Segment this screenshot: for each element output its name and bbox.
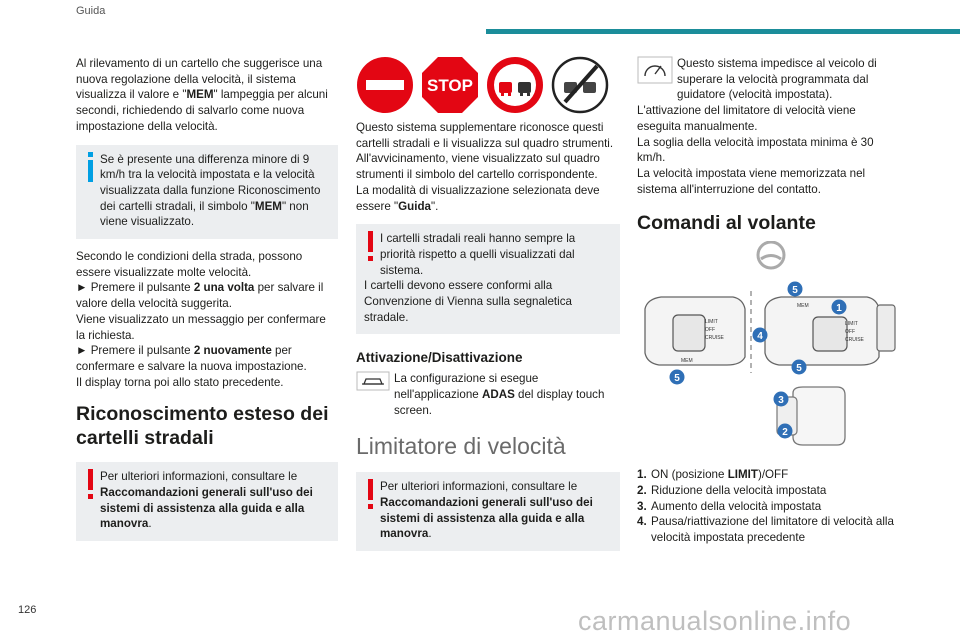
- paragraph: Al rilevamento di un cartello che suggerisce una nuova regolazione della velocità, il sistema visualizza il valore e "MEM" lampeggia per alcuni secondi, richiedendo di salvarlo come nuova impostazione della velocità.: [76, 57, 328, 133]
- info-box: Se è presente una differenza minore di 9 km/h tra la velocità impostata e la velocità visualizzata dalla funzione Riconoscimento dei cartelli stradali, il simbolo "MEM" non viene visualizzato.: [76, 145, 338, 240]
- paragraph: La modalità di visualizzazione selezionata deve essere "Guida".: [356, 183, 600, 213]
- svg-text:MEM: MEM: [681, 358, 693, 365]
- paragraph: Questo sistema supplementare riconosce questi cartelli stradali e li visualizza sul quadro strumenti.: [356, 121, 614, 150]
- stop-sign-text: STOP: [427, 76, 473, 95]
- callout-1: [832, 300, 847, 315]
- paragraph: Il display torna poi allo stato precedente.: [76, 375, 284, 389]
- paragraph: ► Premere il pulsante 2 nuovamente per confermare e salvare la nuova impostazione.: [76, 344, 307, 373]
- subsection-heading: Attivazione/Disattivazione: [356, 350, 523, 366]
- svg-text:MEM: MEM: [797, 303, 809, 310]
- callout-4: [753, 328, 768, 343]
- paragraph: La soglia della velocità impostata minima è 30 km/h.: [637, 135, 874, 165]
- svg-text:OFF: OFF: [705, 327, 715, 334]
- svg-text:LIMIT: LIMIT: [705, 319, 718, 326]
- info-icon: [84, 152, 98, 184]
- svg-text:OFF: OFF: [845, 329, 855, 336]
- svg-text:1: 1: [836, 303, 842, 315]
- watermark: carmanualsonline.info: [578, 606, 852, 636]
- warning-icon: [364, 231, 378, 263]
- column-3: [637, 56, 899, 546]
- column-1: [76, 56, 338, 541]
- warning-box: Per ulteriori informazioni, consultare le Raccomandazioni generali sull'uso dei sistemi di assistenza alla guida e alla manovra.: [356, 472, 620, 551]
- callout-5-right: [792, 360, 807, 375]
- warning-box: Per ulteriori informazioni, consultare le Raccomandazioni generali sull'uso dei sistemi di assistenza alla guida e alla manovra.: [76, 462, 338, 541]
- car-icon: [356, 371, 390, 391]
- no-entry-sign-icon: [356, 56, 414, 114]
- limiter-paragraph: Questo sistema impedisce al veicolo di superare la velocità programmata dal guidatore (velocità impostata).: [637, 56, 899, 103]
- paragraph: All'avvicinamento, viene visualizzato sul quadro strumenti il simbolo del cartello corrispondente.: [356, 152, 600, 182]
- svg-text:LIMIT: LIMIT: [845, 321, 858, 328]
- header-accent-bar: [486, 29, 960, 34]
- right-control-panel: [765, 297, 895, 365]
- warning-box: I cartelli stradali reali hanno sempre la priorità rispetto a quelli visualizzati dal sistema. I cartelli devono essere conformi alla Convenzione di Vienna sulla segnaletica stradale.: [356, 224, 620, 334]
- road-signs: [356, 56, 620, 114]
- svg-text:CRUISE: CRUISE: [705, 335, 724, 342]
- adas-paragraph: La configurazione si esegue nell'applicazione ADAS del display touch screen.: [356, 371, 620, 418]
- page-number: 126: [18, 604, 37, 616]
- stop-sign-icon: [421, 56, 479, 114]
- svg-text:2: 2: [782, 427, 788, 439]
- speedometer-icon: [637, 56, 673, 84]
- list-item: 3. Aumento della velocità impostata: [637, 499, 822, 513]
- paragraph: Viene visualizzato un messaggio per confermare la richiesta.: [76, 312, 326, 342]
- paragraph: L'attivazione del limitatore di velocità viene eseguita manualmente.: [637, 104, 856, 133]
- svg-text:5: 5: [792, 285, 798, 297]
- callout-3: [774, 392, 789, 407]
- paragraph: Secondo le condizioni della strada, possono essere visualizzate molte velocità.: [76, 250, 303, 279]
- controls-list: [637, 467, 899, 546]
- header-section: Guida: [76, 5, 106, 17]
- list-item: 1. ON (posizione LIMIT)/OFF: [637, 468, 789, 482]
- paragraph: ► Premere il pulsante 2 una volta per salvare il valore della velocità suggerita.: [76, 281, 324, 311]
- callout-5-top: [788, 282, 803, 297]
- paragraph: La velocità impostata viene memorizzata nel sistema all'interruzione del contatto.: [637, 166, 866, 196]
- warning-icon: [364, 479, 378, 511]
- left-control-panel: [645, 297, 745, 365]
- svg-text:5: 5: [796, 363, 802, 375]
- section-heading: Comandi al volante: [637, 212, 816, 235]
- steering-controls-diagram: [637, 241, 899, 459]
- section-heading: Riconoscimento esteso dei cartelli stradali: [76, 403, 329, 450]
- no-overtaking-sign-icon: [486, 56, 544, 114]
- section-heading: Limitatore di velocità: [356, 433, 566, 460]
- list-item: 2. Riduzione della velocità impostata: [637, 484, 827, 498]
- list-item: 4. Pausa/riattivazione del limitatore di velocità alla velocità impostata precedente: [637, 515, 894, 545]
- svg-text:CRUISE: CRUISE: [845, 337, 864, 344]
- svg-text:3: 3: [778, 395, 784, 407]
- svg-text:5: 5: [674, 373, 680, 385]
- end-no-overtaking-sign-icon: [551, 56, 609, 114]
- callout-2: [778, 424, 793, 439]
- column-2: [356, 56, 620, 551]
- warning-icon: [84, 469, 98, 501]
- steering-wheel-icon: [758, 242, 784, 268]
- svg-text:4: 4: [757, 331, 763, 343]
- callout-5-left: [670, 370, 685, 385]
